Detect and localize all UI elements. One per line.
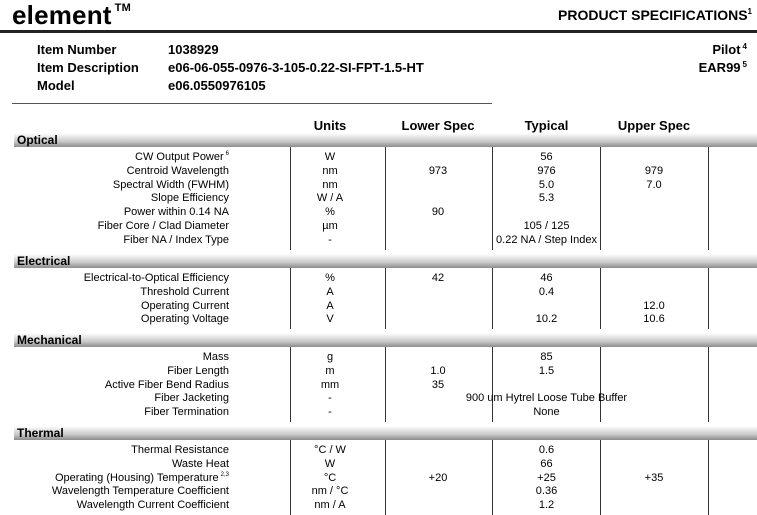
spec-units: µm [322, 220, 338, 232]
spec-typical-value: 1.5 [538, 364, 555, 377]
spec-row-label [0, 444, 229, 456]
section-header-mechanical [14, 333, 757, 347]
column-divider [600, 347, 601, 422]
spec-units: A [326, 285, 334, 298]
spec-label-text: Operating (Housing) Temperature [54, 471, 219, 484]
spec-upper-value: 12.0 [643, 299, 665, 312]
spec-label-text: CW Output Power [135, 151, 224, 163]
spec-units: °C / W [314, 444, 346, 456]
spec-row-label [0, 406, 229, 418]
section-title-optical: Optical [17, 133, 58, 147]
spec-units: nm [322, 164, 338, 177]
spec-label-text: Fiber Termination [144, 406, 229, 419]
page-title-text: PRODUCT SPECIFICATIONS [558, 7, 748, 23]
column-divider [708, 440, 709, 515]
spec-row-label [0, 206, 229, 218]
section-header-thermal [14, 426, 757, 440]
logo-text: element [12, 0, 112, 30]
page-title [558, 7, 752, 23]
spec-lower-value: 42 [431, 272, 445, 284]
export-classification [699, 60, 747, 75]
spec-label-text: Waste Heat [171, 457, 229, 470]
spec-label-text: Slope Efficiency [150, 192, 229, 205]
section-title-thermal: Thermal [17, 426, 64, 440]
spec-label-text: Fiber Length [167, 364, 229, 377]
spec-upper-value: 7.0 [646, 178, 662, 191]
spec-upper-value: 10.6 [643, 313, 665, 326]
spec-upper-value: +35 [644, 471, 664, 484]
spec-lower-value: 35 [431, 378, 445, 391]
spec-row-label [0, 472, 229, 484]
spec-lower-value: +20 [428, 471, 448, 484]
spec-row-label [0, 365, 229, 377]
spec-row-label [0, 192, 229, 204]
spec-lower-value: 1.0 [430, 364, 446, 377]
item-number-label: Item Number [37, 42, 117, 57]
export-text: EAR99 [698, 60, 741, 75]
spec-row-label [0, 286, 229, 298]
spec-label-text: Electrical-to-Optical Efficiency [83, 272, 229, 284]
spec-row-label [0, 392, 229, 404]
spec-upper-value: 979 [644, 164, 664, 177]
spec-label-text: Thermal Resistance [131, 444, 229, 456]
spec-row-label [0, 234, 229, 246]
spec-units: nm / °C [311, 485, 349, 498]
spec-row-label [0, 220, 229, 232]
spec-typical-value: 976 [537, 164, 556, 177]
column-divider [708, 347, 709, 422]
spec-label-text: Centroid Wavelength [126, 164, 229, 177]
spec-typical-value: 66 [540, 457, 553, 470]
spec-typical-value: 56 [540, 151, 553, 163]
model-value: e06.0550976105 [168, 78, 266, 93]
spec-units: W [324, 151, 336, 163]
spec-spanning-value: 900 um Hytrel Loose Tube Buffer [465, 392, 628, 405]
spec-label-text: Fiber NA / Index Type [123, 233, 229, 246]
spec-typical-value: +25 [537, 471, 556, 484]
column-header-units: Units [313, 118, 347, 133]
title-footnote: 1 [747, 7, 752, 16]
spec-label-text: Wavelength Temperature Coefficient [51, 485, 229, 498]
section-header-electrical [14, 254, 757, 268]
spec-row-label [0, 485, 229, 497]
column-divider [708, 147, 709, 250]
spec-units: - [328, 392, 332, 405]
section-header-optical [14, 133, 757, 147]
status-text: Pilot [712, 42, 741, 57]
spec-row-label [0, 151, 229, 163]
spec-typical-value: 5.0 [538, 178, 555, 191]
export-footnote: 5 [742, 60, 747, 69]
column-divider [385, 147, 386, 250]
company-logo [12, 0, 131, 31]
spec-units: m [325, 364, 335, 377]
info-divider [12, 103, 492, 104]
column-divider [600, 147, 601, 250]
spec-label-footnote: 6 [225, 151, 229, 157]
spec-row-label [0, 300, 229, 312]
spec-typical-value: 1.2 [538, 499, 555, 512]
spec-units: A [326, 299, 334, 312]
spec-row-label [0, 458, 229, 470]
spec-typical-value: 0.6 [538, 444, 555, 456]
spec-units: g [326, 351, 334, 363]
spec-units: W / A [316, 192, 344, 205]
spec-label-text: Threshold Current [140, 285, 229, 298]
spec-units: % [325, 272, 335, 284]
spec-label-text: Fiber Core / Clad Diameter [97, 220, 229, 232]
spec-lower-value: 90 [431, 206, 445, 219]
spec-typical-value: 0.36 [535, 485, 558, 498]
column-header-typical: Typical [524, 118, 569, 133]
spec-typical-value: 0.4 [538, 285, 555, 298]
spec-units: - [328, 233, 332, 246]
spec-row-label [0, 379, 229, 391]
spec-units: nm [322, 178, 338, 191]
spec-units: W [324, 457, 336, 470]
spec-units: mm [320, 378, 340, 391]
spec-units: % [325, 206, 335, 219]
trademark-mark: TM [114, 2, 131, 14]
item-number-value: 1038929 [168, 42, 219, 57]
spec-typical-value: None [533, 406, 560, 419]
status-badge [712, 42, 747, 57]
spec-typical-value: 10.2 [535, 313, 558, 326]
section-title-mechanical: Mechanical [17, 333, 82, 347]
spec-units: nm / A [314, 499, 346, 512]
spec-lower-value: 973 [428, 164, 448, 177]
spec-row-label [0, 351, 229, 363]
model-label: Model [37, 78, 75, 93]
item-description-value: e06-06-055-0976-3-105-0.22-SI-FPT-1.5-HT [168, 60, 424, 75]
item-description-label: Item Description [37, 60, 139, 75]
spec-label-text: Operating Current [140, 299, 229, 312]
spec-typical-value: 5.3 [538, 192, 555, 205]
spec-units: - [328, 406, 332, 419]
spec-row-label [0, 179, 229, 191]
spec-label-text: Operating Voltage [140, 313, 229, 326]
status-footnote: 4 [742, 42, 747, 51]
header-rule [0, 30, 757, 33]
spec-typical-value: 105 / 125 [523, 220, 570, 232]
section-title-electrical: Electrical [17, 254, 71, 268]
spec-row-label [0, 165, 229, 177]
spec-label-text: Fiber Jacketing [154, 392, 229, 405]
spec-units: °C [323, 471, 337, 484]
column-header-upper: Upper Spec [617, 118, 691, 133]
column-header-lower: Lower Spec [401, 118, 475, 133]
spec-label-text: Power within 0.14 NA [123, 206, 229, 219]
spec-row-label [0, 272, 229, 284]
spec-typical-value: 0.22 NA / Step Index [496, 233, 597, 246]
spec-row-label [0, 313, 229, 325]
spec-label-text: Spectral Width (FWHM) [112, 178, 229, 191]
spec-units: V [326, 313, 334, 326]
spec-row-label [0, 499, 229, 511]
column-divider [708, 268, 709, 329]
spec-typical-value: 85 [540, 351, 553, 363]
spec-label-text: Mass [202, 351, 229, 363]
spec-label-text: Active Fiber Bend Radius [104, 378, 229, 391]
spec-typical-value: 46 [540, 272, 553, 284]
spec-label-footnote: 2,3 [220, 471, 229, 478]
spec-label-text: Wavelength Current Coefficient [76, 499, 229, 512]
